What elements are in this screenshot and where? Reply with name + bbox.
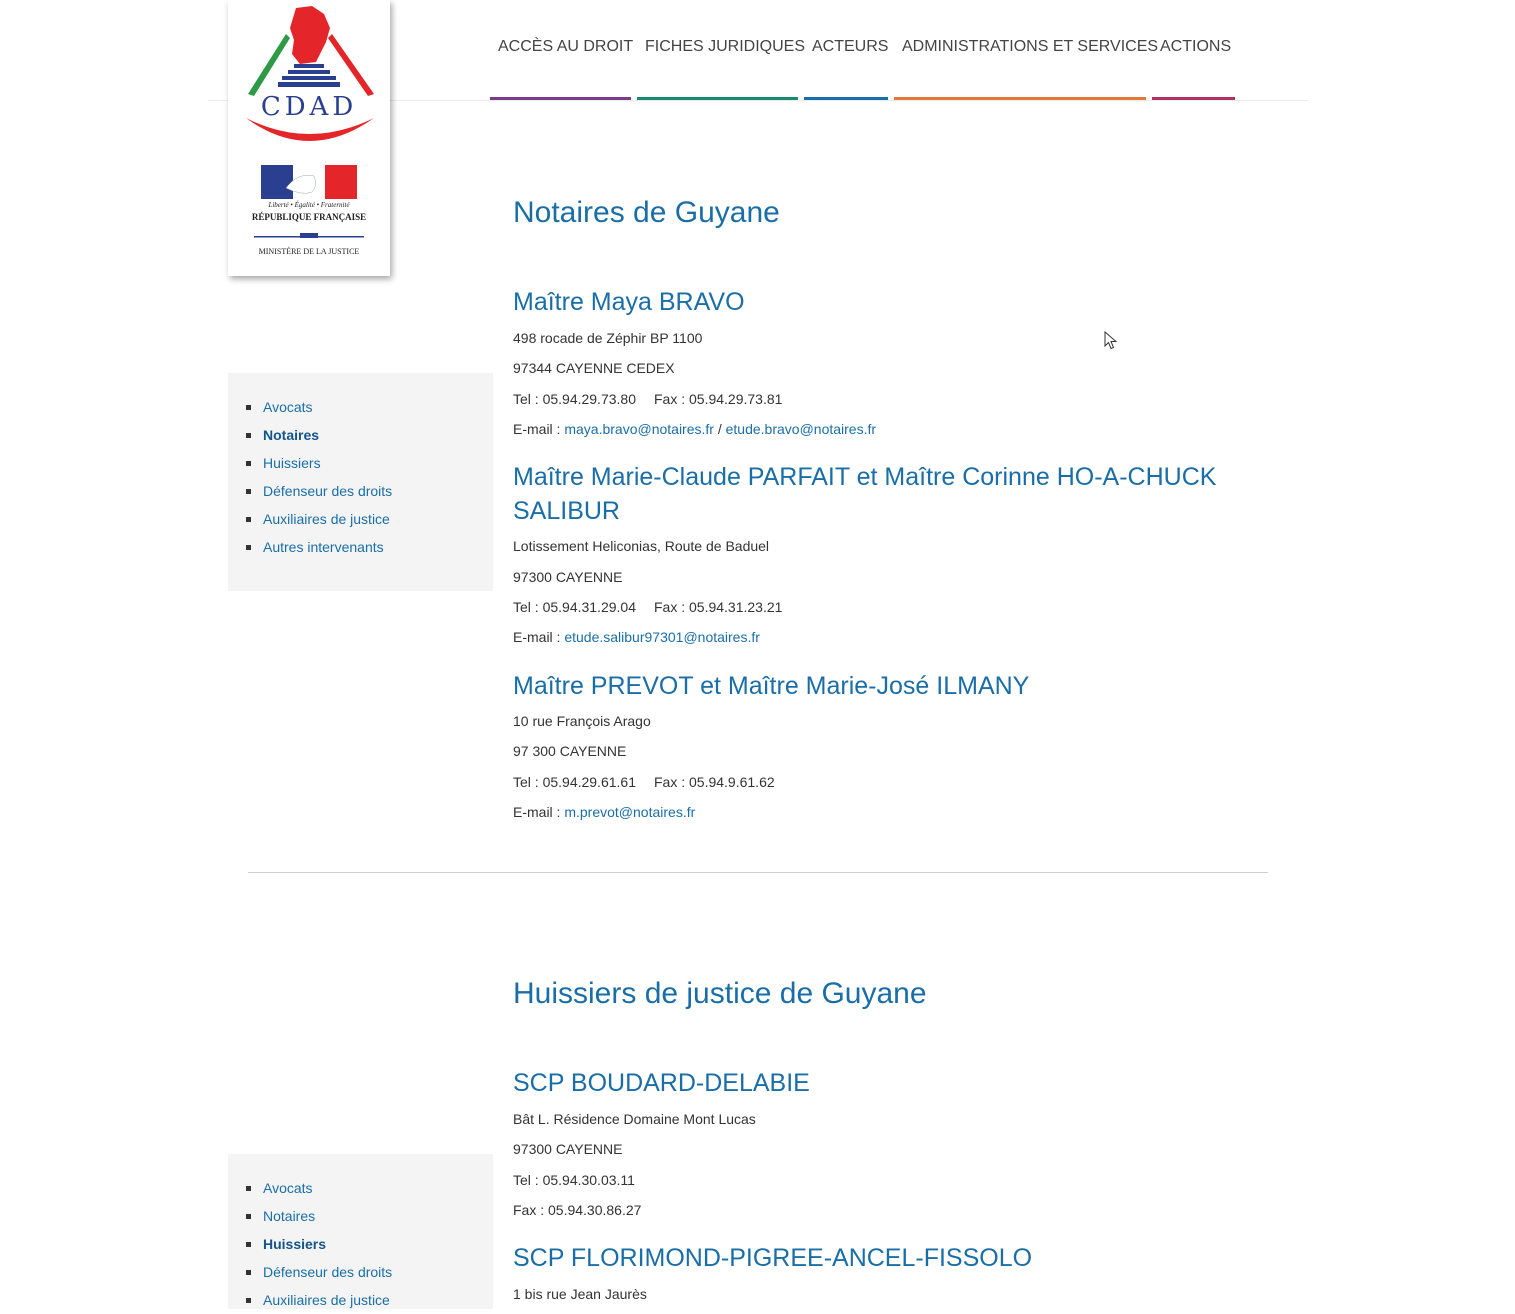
email-label: E-mail : [513,421,561,437]
sidebar-link-auxiliaires[interactable]: Auxiliaires de justice [263,1292,390,1308]
entry-city: 97344 CAYENNE CEDEX [513,360,675,376]
entry-address: 10 rue François Arago [513,713,651,729]
sidebar-link-notaires[interactable]: Notaires [263,427,320,443]
entry-name: SCP FLORIMOND-PIGREE-ANCEL-FISSOLO [513,1244,1033,1272]
sidebar-item [228,421,493,449]
section-title-notaires: Notaires de Guyane [513,196,780,229]
sidebar-item [228,1258,493,1286]
entry-fax: Fax : 05.94.30.86.27 [513,1202,642,1218]
email-label: E-mail : [513,629,561,645]
entry-address: 498 rocade de Zéphir BP 1100 [513,330,703,346]
sidebar-item [228,449,493,477]
entry-email [513,804,695,820]
sidebar-link-avocats[interactable]: Avocats [263,1180,313,1196]
sidebar-item [228,1286,493,1314]
sidebar-link-huissiers[interactable]: Huissiers [263,455,321,471]
entry-city: 97300 CAYENNE [513,1141,623,1157]
cdad-logo[interactable] [228,0,390,276]
section-title-huissiers: Huissiers de justice de Guyane [513,977,927,1010]
email-separator: / [717,421,722,437]
email-label: E-mail : [513,804,561,820]
sidebar-menu [228,373,493,591]
entry-tel: Tel : 05.94.30.03.11 [513,1172,635,1188]
entry-tel: Tel : 05.94.31.29.04 [513,599,636,615]
entry-address: Lotissement Heliconias, Route de Baduel [513,538,770,554]
entry-phone-fax [513,774,775,790]
entry-name: Maître Maya BRAVO [513,288,745,316]
ministry-label: MINISTÈRE DE LA JUSTICE [258,247,360,256]
sidebar-link-avocats[interactable]: Avocats [263,399,313,415]
entry-address: Bât L. Résidence Domaine Mont Lucas [513,1111,756,1127]
entry-phone-fax [513,391,782,407]
sidebar-item [228,477,493,505]
entry-city: 97300 CAYENNE [513,569,623,585]
nav-acces-au-droit[interactable]: ACCÈS AU DROIT [498,38,634,55]
nav-fiches-juridiques[interactable]: FICHES JURIDIQUES [645,38,806,55]
nav-acteurs[interactable]: ACTEURS [812,38,889,55]
entry-tel: Tel : 05.94.29.61.61 [513,774,636,790]
entry-address: 1 bis rue Jean Jaurès [513,1286,647,1302]
republic-label: RÉPUBLIQUE FRANÇAISE [251,212,367,222]
nav-actions[interactable]: ACTIONS [1160,38,1232,55]
sidebar-link-defenseur[interactable]: Défenseur des droits [263,1264,393,1280]
sidebar-item [228,1230,493,1258]
entry-email [513,421,876,437]
entry-city: 97 300 CAYENNE [513,743,627,759]
email-link[interactable]: maya.bravo@notaires.fr [564,421,714,437]
sidebar-link-huissiers[interactable]: Huissiers [263,1236,327,1252]
entry-fax: Fax : 05.94.9.61.62 [654,774,775,790]
entry-fax: Fax : 05.94.29.73.81 [654,391,783,407]
logo-graphic [228,0,390,276]
main-content [513,0,1253,1309]
cdad-wordmark: CDAD [260,92,358,122]
sidebar-item [228,533,493,561]
sidebar-link-auxiliaires[interactable]: Auxiliaires de justice [263,511,390,527]
entry-tel: Tel : 05.94.29.73.80 [513,391,636,407]
nav-administrations[interactable]: ADMINISTRATIONS ET SERVICES [902,38,1159,55]
republic-motto: Liberté • Égalité • Fraternité [268,201,350,209]
email-link[interactable]: m.prevot@notaires.fr [564,804,696,820]
sidebar-item [228,1174,493,1202]
entry-phone-fax [513,599,782,615]
sidebar-link-notaires[interactable]: Notaires [263,1208,316,1224]
sidebar-link-defenseur[interactable]: Défenseur des droits [263,483,393,499]
entry-fax: Fax : 05.94.31.23.21 [654,599,783,615]
entry-name: Maître PREVOT et Maître Marie-José ILMANY [513,672,1030,700]
email-link[interactable]: etude.bravo@notaires.fr [725,421,877,437]
section-divider [248,872,1268,873]
mouse-cursor-icon [1104,331,1118,351]
entry-name: Maître Marie-Claude PARFAIT et Maître Corinne HO-A-CHUCK SALIBUR [513,463,1217,525]
email-link[interactable]: etude.salibur97301@notaires.fr [564,629,760,645]
sidebar-link-autres[interactable]: Autres intervenants [263,539,384,555]
entry-name: SCP BOUDARD-DELABIE [513,1069,810,1097]
sidebar-item [228,505,493,533]
sidebar-item [228,393,493,421]
sidebar-item [228,1202,493,1230]
sidebar-menu [228,1154,493,1309]
entry-email [513,629,760,645]
